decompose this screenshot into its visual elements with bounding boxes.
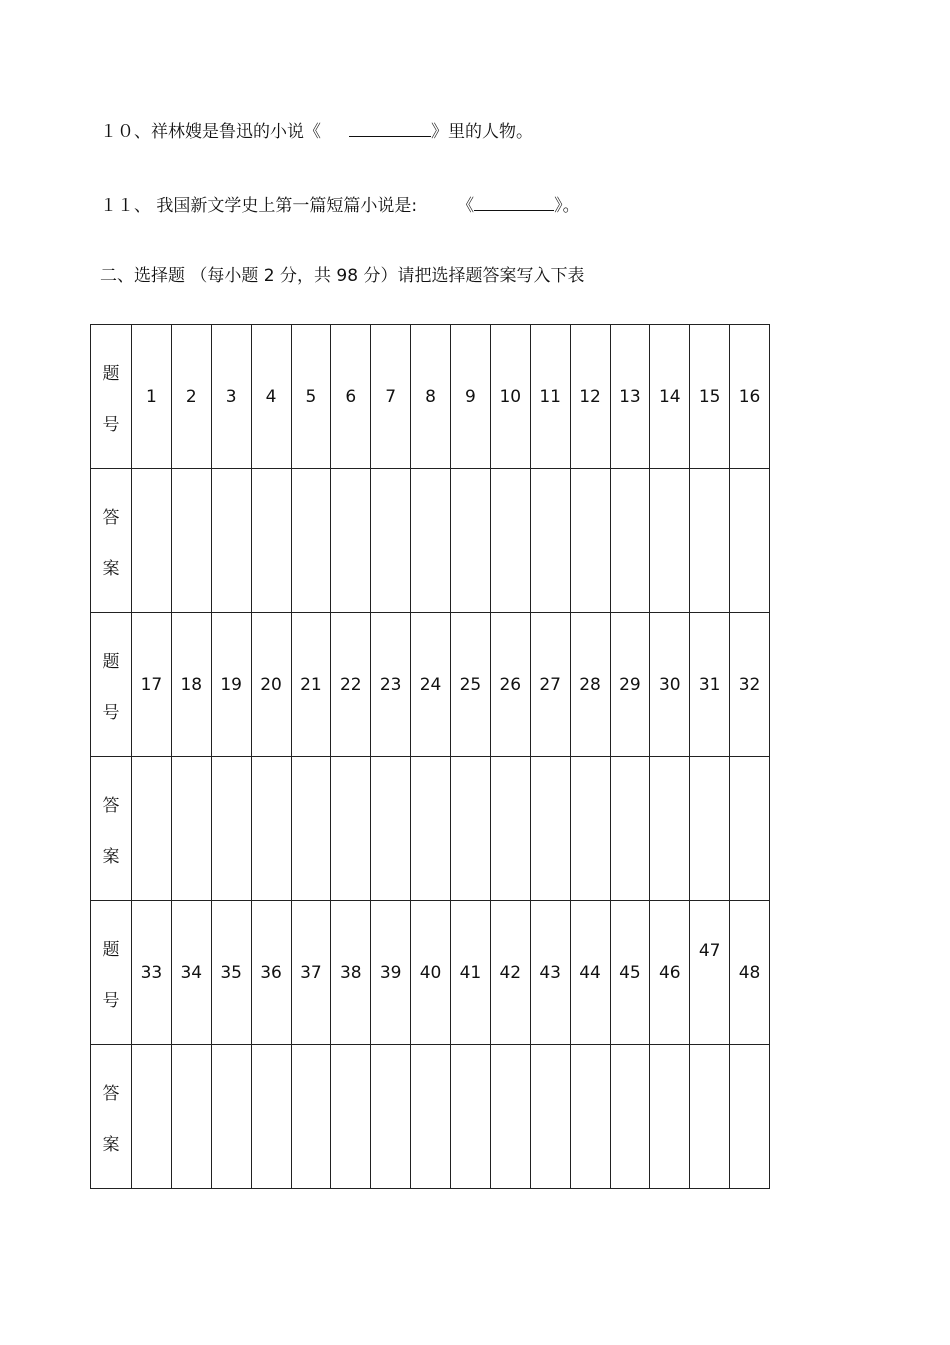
question-number-cell [530,901,570,1045]
answer-cell[interactable] [690,469,730,613]
question-number-cell [451,901,491,1045]
question-number: 11 [539,386,561,407]
section-2-heading: 二、选择题 （每小题 2 分，共 98 分）请把选择题答案写入下表 [100,266,585,286]
answer-cell[interactable] [650,469,690,613]
question-number-cell [251,901,291,1045]
question-number: 19 [220,674,242,695]
label-char: 答 [102,795,120,816]
question-number-cell [570,613,610,757]
question-number-cell [211,325,251,469]
question-number-cell [690,901,730,1045]
answer-cell[interactable] [211,1045,251,1189]
question-number: 1 [146,386,157,407]
answer-cell[interactable] [171,757,211,901]
question-number: 29 [619,674,641,695]
answer-cell[interactable] [690,1045,730,1189]
label-char: 题 [102,363,120,384]
answer-cell[interactable] [411,1045,451,1189]
answer-label [91,1045,132,1189]
question-number-cell [490,325,530,469]
answer-cell[interactable] [570,469,610,613]
question-number-cell [730,325,770,469]
answer-cell[interactable] [251,757,291,901]
answer-cell[interactable] [132,1045,172,1189]
question-number-cell [411,325,451,469]
question-11-suffix: 》。 [554,196,580,216]
answer-table [90,324,770,1189]
label-char: 答 [102,1083,120,1104]
question-number: 38 [339,962,362,983]
question-number: 8 [425,386,436,407]
question-number-cell [730,901,770,1045]
answer-cell[interactable] [331,469,371,613]
question-number-cell [132,613,172,757]
answer-cell[interactable] [730,757,770,901]
answer-cell[interactable] [530,469,570,613]
label-char: 号 [102,414,120,435]
question-number: 10 [499,386,522,407]
label-char: 号 [102,990,120,1011]
question-number: 36 [260,962,282,983]
label-char: 案 [102,1134,120,1155]
question-number: 12 [579,386,601,407]
question-number-cell [291,901,331,1045]
question-number-cell [132,325,172,469]
answer-cell[interactable] [490,1045,530,1189]
answer-cell[interactable] [451,757,491,901]
question-number-label [91,901,132,1045]
question-number: 24 [419,674,442,695]
answer-cell[interactable] [291,1045,331,1189]
question-number: 9 [465,386,476,407]
question-number: 17 [140,674,163,695]
answer-row [91,1045,770,1189]
question-number-cell [730,613,770,757]
question-number-row [91,901,770,1045]
question-number-cell [490,901,530,1045]
answer-cell[interactable] [371,1045,411,1189]
answer-cell[interactable] [730,469,770,613]
question-number-cell [291,325,331,469]
answer-cell[interactable] [291,469,331,613]
question-number-cell [530,613,570,757]
question-number-cell [251,613,291,757]
question-number: 46 [658,962,681,983]
answer-cell[interactable] [371,469,411,613]
question-number: 28 [579,674,601,695]
question-number-cell [331,613,371,757]
answer-cell[interactable] [690,757,730,901]
answer-row [91,469,770,613]
answer-cell[interactable] [132,469,172,613]
question-11-blank [474,194,554,211]
label-char: 题 [102,939,120,960]
question-number-cell [171,325,211,469]
question-number: 4 [265,386,277,407]
question-number-row [91,613,770,757]
question-number-cell [570,325,610,469]
answer-cell[interactable] [371,757,411,901]
question-number-label [91,613,132,757]
question-number: 40 [419,962,442,983]
question-number: 37 [300,962,322,983]
question-number-cell [650,325,690,469]
answer-cell[interactable] [411,757,451,901]
label-char: 案 [102,846,120,867]
question-10-blank [349,120,431,137]
label-char: 答 [102,507,120,528]
question-number-cell [251,325,291,469]
answer-cell[interactable] [610,1045,650,1189]
question-number: 18 [180,674,203,695]
answer-cell[interactable] [730,1045,770,1189]
question-number-cell [132,901,172,1045]
question-number-cell [690,325,730,469]
question-number: 5 [305,386,317,407]
answer-cell[interactable] [610,469,650,613]
question-number-cell [570,901,610,1045]
question-number-cell [411,901,451,1045]
label-char: 案 [102,558,120,579]
question-number: 21 [300,674,322,695]
answer-cell[interactable] [650,757,690,901]
question-number: 35 [220,962,242,983]
answer-cell[interactable] [490,757,530,901]
question-number-cell [530,325,570,469]
answer-cell[interactable] [251,1045,291,1189]
question-10-prefix: １０、祥林嫂是鲁迅的小说《 [100,122,321,142]
question-number: 3 [225,386,237,407]
question-number: 31 [698,674,721,695]
question-number: 15 [698,386,721,407]
question-number-cell [331,901,371,1045]
answer-cell[interactable] [251,469,291,613]
answer-cell[interactable] [171,1045,211,1189]
question-number: 13 [619,386,641,407]
question-11-prefix: １１、 我国新文学史上第一篇短篇小说是: [100,196,418,216]
answer-label [91,469,132,613]
answer-cell[interactable] [570,757,610,901]
answer-cell[interactable] [411,469,451,613]
question-number: 34 [180,962,203,983]
question-number-cell [211,613,251,757]
question-number-cell [171,901,211,1045]
question-number-cell [650,901,690,1045]
question-11 [100,194,580,217]
question-number: 22 [339,674,362,695]
answer-label [91,757,132,901]
answer-cell[interactable] [650,1045,690,1189]
question-number: 30 [658,674,681,695]
question-number: 20 [260,674,282,695]
question-number-cell [451,325,491,469]
answer-cell[interactable] [171,469,211,613]
answer-cell[interactable] [451,1045,491,1189]
question-number: 27 [539,674,561,695]
question-number: 45 [619,962,641,983]
label-char: 题 [102,651,120,672]
question-number: 16 [738,386,761,407]
question-number-cell [610,613,650,757]
question-number: 43 [539,962,561,983]
question-number: 44 [579,962,601,983]
question-10-suffix: 》里的人物。 [431,122,533,142]
question-number-cell [610,901,650,1045]
answer-cell[interactable] [610,757,650,901]
answer-row [91,757,770,901]
question-number-cell [610,325,650,469]
question-number: 23 [379,674,402,695]
answer-cell[interactable] [291,757,331,901]
question-number: 47 [698,940,721,961]
answer-cell[interactable] [530,757,570,901]
question-number: 25 [459,674,482,695]
answer-cell[interactable] [331,757,371,901]
question-number-cell [490,613,530,757]
answer-cell[interactable] [211,757,251,901]
answer-cell[interactable] [490,469,530,613]
question-number-cell [690,613,730,757]
answer-cell[interactable] [211,469,251,613]
question-number-cell [331,325,371,469]
question-number-cell [171,613,211,757]
question-number-cell [371,613,411,757]
question-number-cell [291,613,331,757]
question-number-cell [371,901,411,1045]
question-11-open-bracket: 《 [457,196,475,216]
question-number: 26 [499,674,522,695]
question-number: 6 [345,386,357,407]
question-number: 42 [499,962,522,983]
answer-cell[interactable] [451,469,491,613]
answer-cell[interactable] [570,1045,610,1189]
question-number: 2 [185,386,197,407]
question-number-cell [411,613,451,757]
question-number-cell [211,901,251,1045]
question-number-cell [451,613,491,757]
answer-cell[interactable] [132,757,172,901]
question-number-row [91,325,770,469]
answer-cell[interactable] [530,1045,570,1189]
question-number-label [91,325,132,469]
question-number: 39 [379,962,402,983]
answer-cell[interactable] [331,1045,371,1189]
question-number: 48 [738,962,761,983]
question-number: 33 [140,962,163,983]
question-number: 14 [658,386,681,407]
question-number-cell [650,613,690,757]
question-number: 7 [385,386,397,407]
question-number: 32 [738,674,761,695]
question-number: 41 [459,962,482,983]
label-char: 号 [102,702,120,723]
question-10 [100,120,533,143]
question-number-cell [371,325,411,469]
